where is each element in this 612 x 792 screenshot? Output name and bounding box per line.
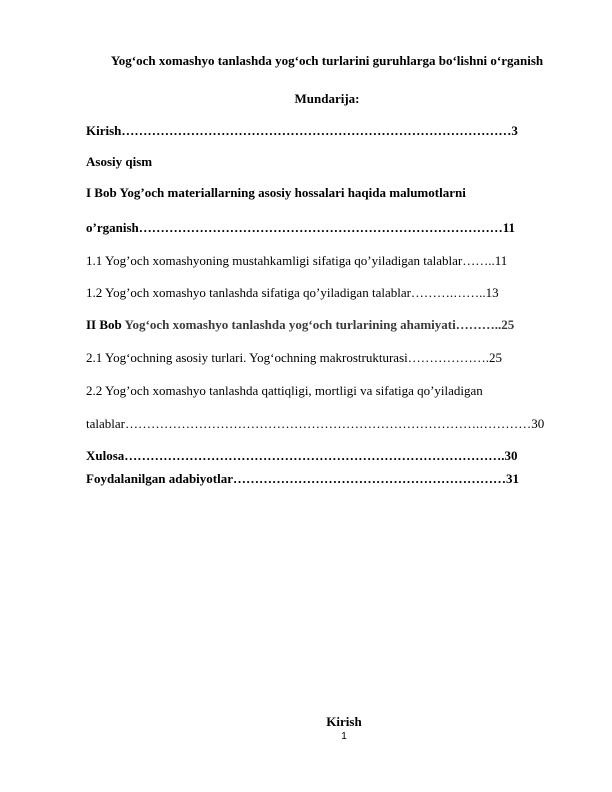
toc-entry-2-1: 2.1 Yog‘ochning asosiy turlari. Yog‘ochning makrostrukturasi……………….25 [86, 350, 502, 365]
toc-entry-xulosa: Xulosa…………………………………………………………………………….30 [86, 448, 518, 463]
toc-heading: Mundarija: [294, 91, 360, 106]
toc-entry-2-2-line2: talablar……………………………………………………………………….…………30 [86, 416, 545, 431]
next-section-heading: Kirish [326, 714, 362, 729]
toc-entry-asosiy-qism: Asosiy qism [86, 154, 153, 169]
toc-entry-bob2-prefix: II Bob [86, 317, 125, 332]
toc-entry-adabiyotlar: Foydalanilgan adabiyotlar………………………………………………………31 [86, 471, 519, 486]
toc-entry-bob1-line1: I Bob Yog’och materiallarning asosiy hossalari haqida malumotlarni [86, 185, 466, 200]
toc-entry-bob1-line2: o’rganish…………………………………………………………………………11 [86, 220, 516, 235]
toc-entry-2-2-line1: 2.2 Yog’och xomashyo tanlashda qattiqligi, mortligi va sifatiga qo’yiladigan [86, 383, 483, 398]
toc-entry-kirish: Kirish………………………………………………………………………………3 [86, 123, 518, 138]
page-number: 1 [341, 731, 347, 742]
toc-entry-1-1: 1.1 Yog’och xomashyoning mustahkamligi sifatiga qo’yiladigan talablar……..11 [86, 253, 508, 268]
document-title: Yog‘och xomashyo tanlashda yog‘och turlarini guruhlarga bo‘lishni o‘rganish [110, 53, 544, 68]
toc-entry-1-2: 1.2 Yog’och xomashyo tanlashda sifatiga qo’yiladigan talablar……….……..13 [86, 285, 499, 300]
toc-entry-bob2 [86, 317, 514, 333]
toc-entry-bob2-text: Yog‘och xomashyo tanlashda yog‘och turlarining ahamiyati………..25 [124, 317, 515, 332]
